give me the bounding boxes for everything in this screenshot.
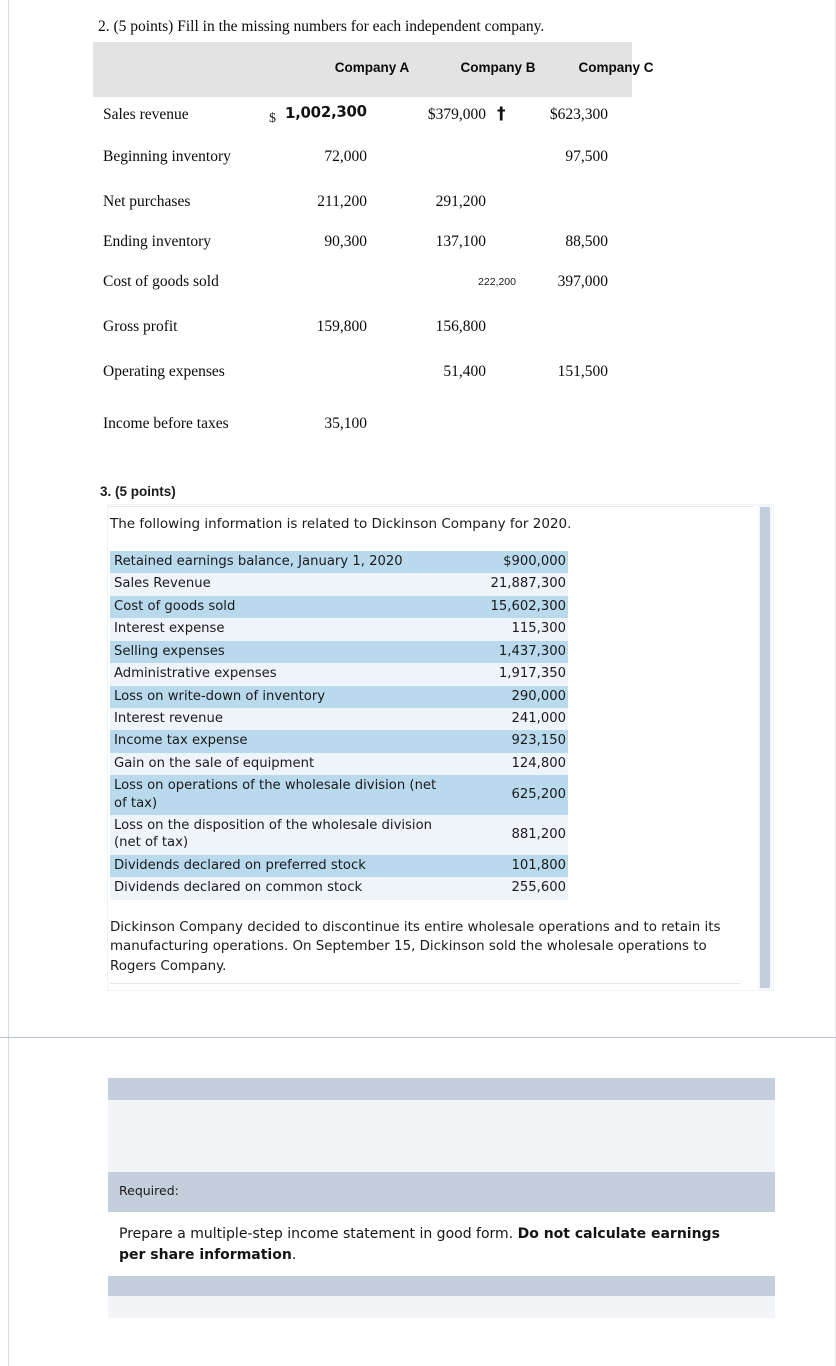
item-value: 21,887,300 [490,576,566,592]
row-value-company-b: 156,800 [435,318,486,335]
handwritten-sales-revenue-company-a: 1,002,300 [284,101,367,123]
row-label: Operating expenses [103,363,225,380]
item-label: Interest expense [114,621,225,637]
typed-annotation-cogs-company-b: 222,200 [478,276,516,288]
item-label: Administrative expenses [114,666,277,682]
item-value: 124,800 [511,755,566,771]
item-label: Cost of goods sold [114,598,236,614]
table-row [110,618,568,640]
question-2-prompt: 2. (5 points) Fill in the missing numbers for each independent company. [98,18,545,35]
row-value-company-c: 88,500 [565,233,608,250]
item-label: Income tax expense [114,733,248,749]
item-label: Loss on the disposition of the wholesale division (net of tax) [114,818,433,851]
handwritten-dollar-sign: $ [269,111,276,126]
required-body [108,1212,775,1276]
item-label: Sales Revenue [114,576,211,592]
item-label: Loss on operations of the wholesale division (net of tax) [114,778,437,811]
row-value-company-a: 35,100 [324,415,367,432]
row-value-company-c: 97,500 [565,148,608,165]
item-value: 625,200 [511,786,566,802]
item-value: 290,000 [511,688,566,704]
table-row [110,663,568,685]
row-label: Gross profit [103,318,178,335]
table-row [110,855,568,877]
item-label: Interest revenue [114,710,224,726]
required-blank-panel [108,1100,775,1172]
question-3-divider [108,506,754,507]
table-row [110,775,568,815]
column-header-company-a: Company A [334,60,410,75]
row-value-company-b: 291,200 [435,193,486,210]
required-label-band [108,1172,775,1212]
item-value: 881,200 [511,826,566,842]
item-value: $900,000 [503,554,566,569]
item-label: Selling expenses [114,643,225,659]
question-3-title: 3. (5 points) [100,484,176,499]
required-instruction-bold: Do not calculate earnings per share information [119,1226,720,1263]
item-value: 241,000 [511,710,566,726]
table-row [93,224,632,264]
handwritten-cross-mark: † [497,104,506,124]
required-instruction-normal: Prepare a multiple-step income statement in good form. [119,1226,518,1242]
table-row [93,264,632,309]
table-row [110,753,568,775]
row-value-company-b: 51,400 [443,363,486,380]
row-value-company-c: $623,300 [549,106,608,123]
row-value-company-b: 137,100 [435,233,486,250]
item-label: Dividends declared on preferred stock [114,857,366,873]
table-row [110,573,568,595]
page-left-border [8,0,9,1366]
item-label: Gain on the sale of equipment [114,755,315,771]
table-row [110,730,568,752]
row-label: Income before taxes [103,415,229,432]
row-label: Cost of goods sold [103,273,219,290]
item-value: 255,600 [511,880,566,896]
question-2-table-header [93,42,654,97]
table-row [110,641,568,663]
item-value: 101,800 [511,857,566,873]
row-label: Sales revenue [103,106,189,123]
item-label: Dividends declared on common stock [114,880,363,896]
row-label: Net purchases [103,193,191,210]
question-3-intro: The following information is related to Dickinson Company for 2020. [110,516,572,532]
table-row [93,406,632,446]
row-value-company-c: 151,500 [557,363,608,380]
item-label: Retained earnings balance, January 1, 2020 [114,554,403,569]
table-row [93,97,632,139]
row-value-company-a: 72,000 [324,148,367,165]
item-label: Loss on write-down of inventory [114,688,326,704]
required-bottom-bar [108,1276,775,1296]
column-header-company-c: Company C [578,60,654,75]
row-label: Ending inventory [103,233,212,250]
table-row [110,596,568,618]
row-value-company-a: 159,800 [316,318,367,335]
item-value: 1,917,350 [498,666,566,682]
row-value-company-a: 211,200 [317,193,367,210]
table-row [110,877,568,899]
row-value-company-a: 90,300 [324,233,367,250]
table-row [110,686,568,708]
row-value-company-c: 397,000 [557,273,608,290]
table-row [110,708,568,730]
required-instruction-tail: . [291,1247,297,1263]
page-section-divider [0,1037,836,1038]
item-value: 923,150 [511,733,566,749]
row-label: Beginning inventory [103,148,231,165]
dickinson-financial-table [110,551,568,900]
table-row [110,551,568,573]
question-3-note: Dickinson Company decided to discontinue its entire wholesale operations and to retain its manufacturing operations. On September 15, Dickinson sold the wholesale operations to Rogers Company. [110,920,721,974]
required-label: Required: [119,1183,179,1198]
required-section [108,1078,775,1318]
item-value: 15,602,300 [490,598,566,614]
table-row [93,309,632,354]
row-value-company-b: $379,000 [427,106,486,123]
question-3-scrollbar-thumb[interactable] [760,507,770,988]
required-tail-panel [108,1296,775,1318]
question-2-table [93,42,654,446]
item-value: 1,437,300 [498,643,566,659]
table-row [93,139,632,184]
table-row [93,184,632,224]
column-header-company-b: Company B [460,60,536,75]
question-3-bottom-rule [110,983,740,984]
required-top-bar [108,1078,775,1100]
table-row [93,354,632,406]
item-value: 115,300 [511,621,566,637]
table-row [110,815,568,855]
required-instruction [119,1224,739,1266]
